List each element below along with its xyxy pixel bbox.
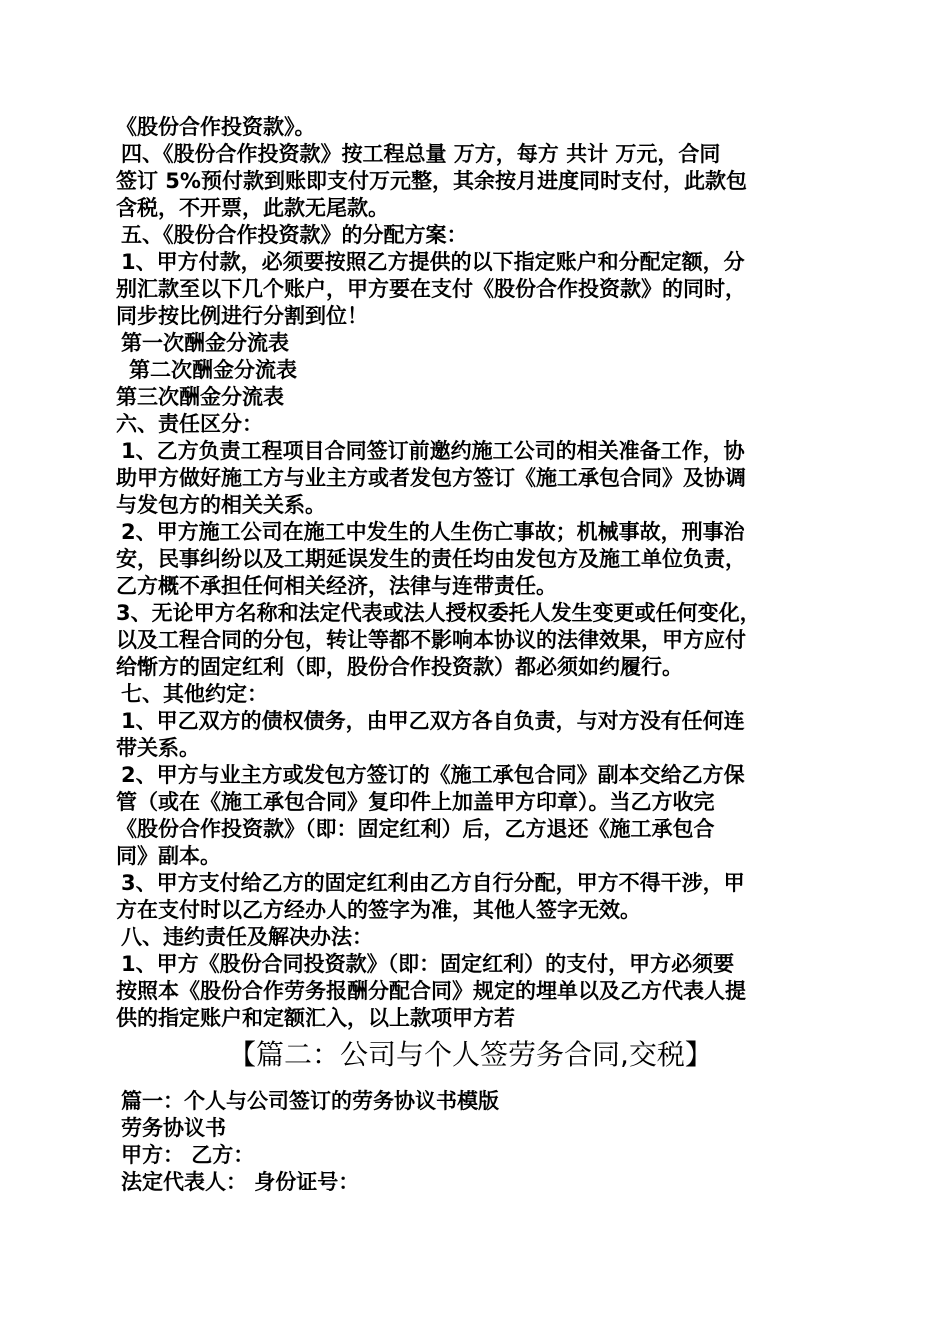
article-heading: 篇一：个人与公司签订的劳务协议书模版 [121,1089,499,1113]
agreement-title: 劳务协议书 [121,1116,226,1140]
document-body [116,114,836,1196]
section-seven-heading: 七、其他约定： [121,682,268,706]
text-line: 《股份合作投资款》。 [116,115,316,139]
text-line: 1、甲方付款，必须要按照乙方提供的以下指定账户和分配定额，分 [121,250,745,274]
section-eight-heading: 八、违约责任及解决办法： [121,925,373,949]
chapter-title: 【篇二：公司与个人签劳务合同,交税】 [228,1038,713,1071]
party-field-line: 甲方： 乙方： [121,1143,255,1167]
section-four-heading: 四、《股份合作投资款》按工程总量 万方，每方 共计 万元，合同 [121,142,721,166]
text-line: 安，民事纠纷以及工期延误发生的责任均由发包方及施工单位负责， [116,547,746,571]
text-line: 方在支付时以乙方经办人的签字为准，其他人签字无效。 [116,898,641,922]
text-line: 1、甲方《股份合同投资款》（即：固定红利）的支付，甲方必须要 [121,952,735,976]
text-line: 供的指定账户和定额汇入，以上款项甲方若 [116,1006,515,1030]
representative-field-line: 法定代表人： 身份证号： [121,1170,360,1194]
text-line: 《股份合作投资款》（即：固定红利）后，乙方退还《施工承包合 [116,817,715,841]
section-six-heading: 六、责任区分： [116,412,263,436]
text-line: 2、甲方与业主方或发包方签订的《施工承包合同》副本交给乙方保 [121,763,745,787]
section-five-heading: 五、《股份合作投资款》的分配方案： [121,223,468,247]
text-line: 与发包方的相关关系。 [116,493,326,517]
text-line: 同》副本。 [116,844,221,868]
table-caption-first: 第一次酬金分流表 [121,331,289,355]
table-caption-second: 第二次酬金分流表 [129,358,297,382]
text-line: 1、甲乙双方的债权债务，由甲乙双方各自负责，与对方没有任何连 [121,709,745,733]
text-line: 含税，不开票，此款无尾款。 [116,196,389,220]
text-line: 以及工程合同的分包，转让等都不影响本协议的法律效果，甲方应付 [116,628,746,652]
text-line: 管（或在《施工承包合同》复印件上加盖甲方印章）。当乙方收完 [116,790,715,814]
text-line: 按照本《股份合作劳务报酬分配合同》规定的埋单以及乙方代表人提 [116,979,746,1003]
text-line: 2、甲方施工公司在施工中发生的人生伤亡事故；机械事故，刑事治 [121,520,745,544]
text-line: 1、乙方负责工程项目合同签订前邀约施工公司的相关准备工作，协 [121,439,745,463]
text-line: 给惭方的固定红利（即，股份合作投资款）都必须如约履行。 [116,655,683,679]
text-line: 同步按比例进行分割到位！ [116,304,368,328]
text-line: 助甲方做好施工方与业主方或者发包方签订《施工承包合同》及协调 [116,466,746,490]
table-caption-third: 第三次酬金分流表 [116,385,284,409]
text-line: 3、甲方支付给乙方的固定红利由乙方自行分配，甲方不得干涉，甲 [121,871,745,895]
text-line: 签订 5%预付款到账即支付万元整，其余按月进度同时支付，此款包 [116,169,747,193]
text-line: 3、无论甲方名称和法定代表或法人授权委托人发生变更或任何变化， [116,601,761,625]
text-line: 乙方概不承担任何相关经济，法律与连带责任。 [116,574,557,598]
text-line: 带关系。 [116,736,200,760]
text-line: 别汇款至以下几个账户，甲方要在支付《股份合作投资款》的同时， [116,277,746,301]
